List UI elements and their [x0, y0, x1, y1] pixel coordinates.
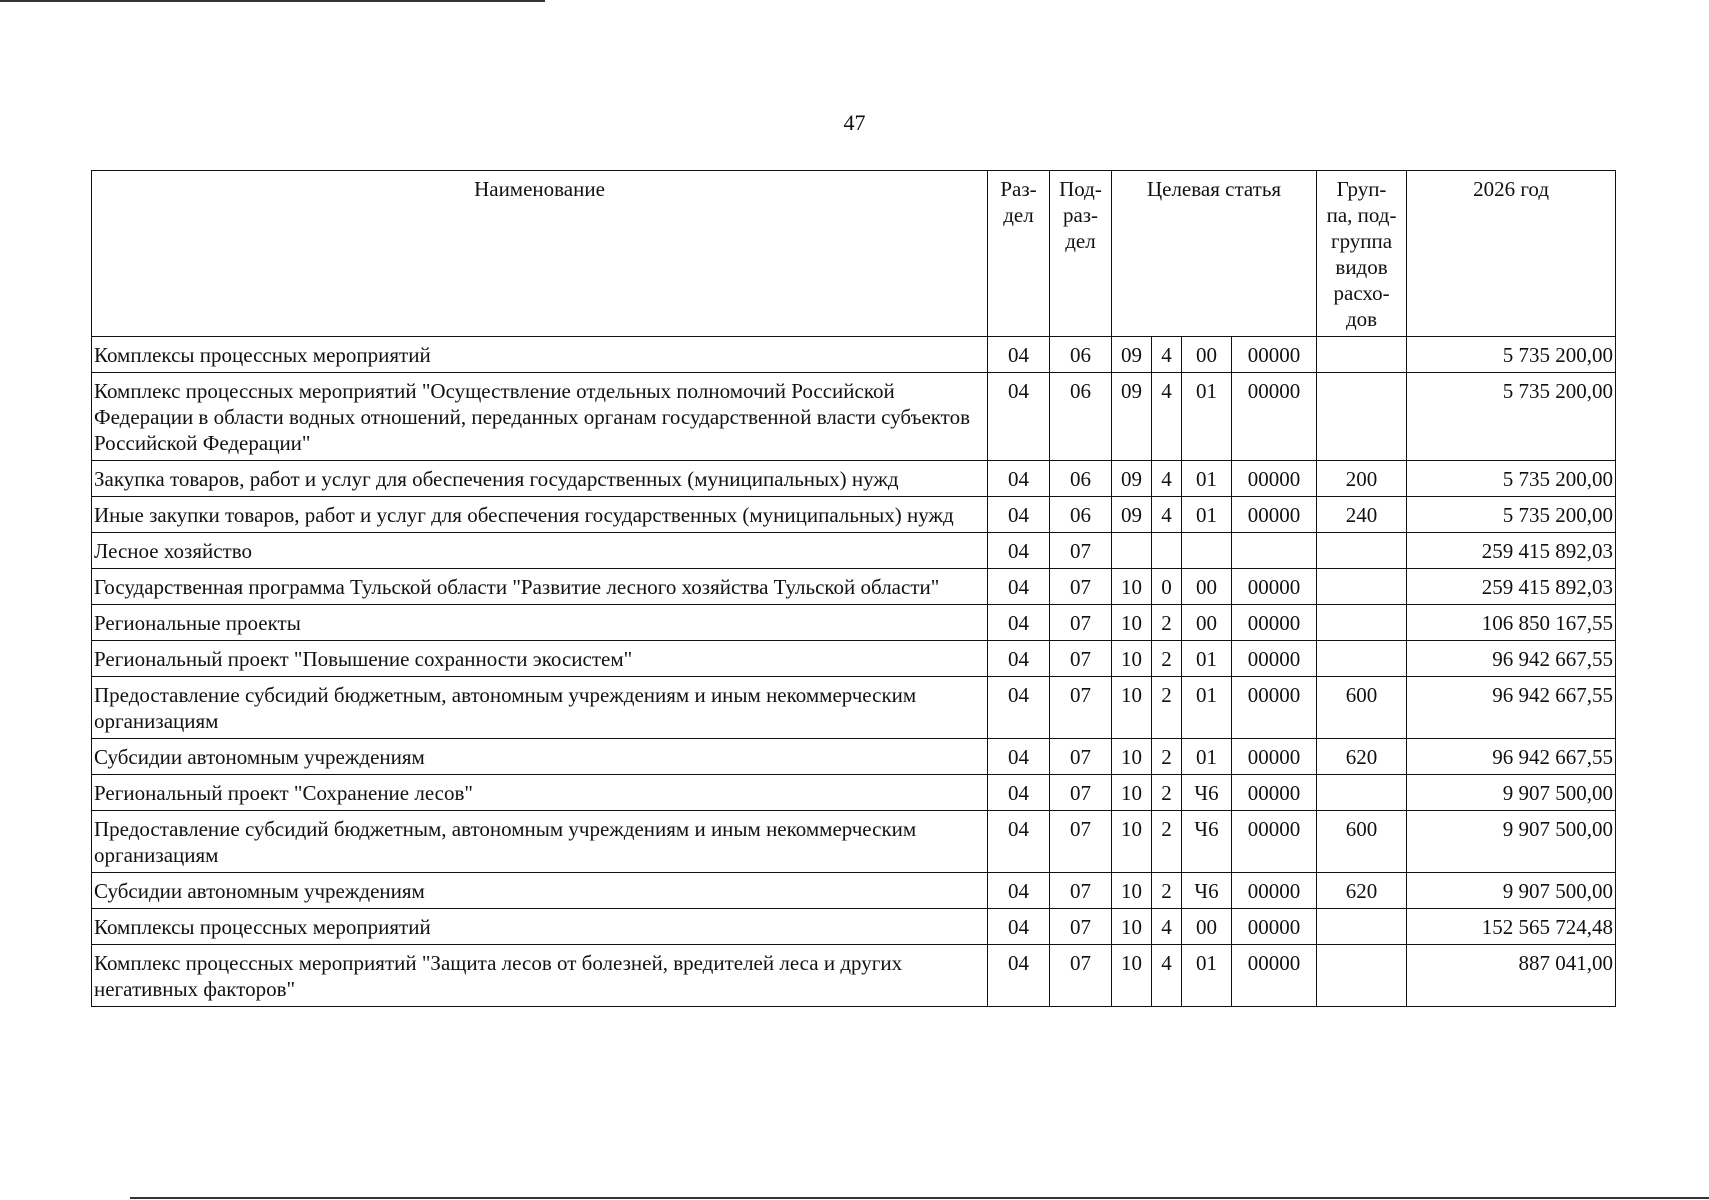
- row-target-direction: 00000: [1232, 775, 1317, 811]
- row-target-program: 09: [1112, 373, 1152, 461]
- row-amount: 96 942 667,55: [1407, 641, 1616, 677]
- row-amount: 9 907 500,00: [1407, 775, 1616, 811]
- row-expense-group: 600: [1317, 677, 1407, 739]
- row-subsection: 06: [1050, 373, 1112, 461]
- table-row: [92, 497, 1616, 533]
- row-target-direction: 00000: [1232, 569, 1317, 605]
- row-section: 04: [988, 373, 1050, 461]
- row-expense-group: [1317, 373, 1407, 461]
- row-target-program: 10: [1112, 739, 1152, 775]
- row-target-direction: 00000: [1232, 605, 1317, 641]
- row-target-event: Ч6: [1182, 775, 1232, 811]
- row-expense-group: [1317, 605, 1407, 641]
- row-section: 04: [988, 909, 1050, 945]
- table-row: [92, 337, 1616, 373]
- row-subsection: 07: [1050, 533, 1112, 569]
- row-target-event: 01: [1182, 677, 1232, 739]
- row-target-event: 01: [1182, 739, 1232, 775]
- row-expense-group: [1317, 569, 1407, 605]
- row-target-direction: 00000: [1232, 811, 1317, 873]
- row-target-event: 01: [1182, 461, 1232, 497]
- row-subsection: 07: [1050, 605, 1112, 641]
- table-row: [92, 775, 1616, 811]
- row-target-type: 4: [1152, 497, 1182, 533]
- row-target-event: Ч6: [1182, 811, 1232, 873]
- table-row: [92, 739, 1616, 775]
- row-target-direction: 00000: [1232, 677, 1317, 739]
- row-amount: 887 041,00: [1407, 945, 1616, 1007]
- row-amount: 5 735 200,00: [1407, 461, 1616, 497]
- row-target-program: 09: [1112, 337, 1152, 373]
- row-amount: 259 415 892,03: [1407, 533, 1616, 569]
- row-expense-group: 600: [1317, 811, 1407, 873]
- row-target-direction: 00000: [1232, 945, 1317, 1007]
- row-target-event: Ч6: [1182, 873, 1232, 909]
- row-expense-group: [1317, 775, 1407, 811]
- row-subsection: 07: [1050, 811, 1112, 873]
- row-name: Предоставление субсидий бюджетным, автономным учреждениям и иным некоммерческим организациям: [92, 677, 988, 739]
- row-subsection: 07: [1050, 569, 1112, 605]
- header-name: Наименование: [92, 171, 988, 337]
- row-subsection: 07: [1050, 945, 1112, 1007]
- table-row: [92, 569, 1616, 605]
- row-target-event: 00: [1182, 605, 1232, 641]
- row-section: 04: [988, 811, 1050, 873]
- row-subsection: 06: [1050, 497, 1112, 533]
- row-subsection: 07: [1050, 775, 1112, 811]
- row-target-event: 01: [1182, 945, 1232, 1007]
- row-amount: 106 850 167,55: [1407, 605, 1616, 641]
- header-section: Раз- дел: [988, 171, 1050, 337]
- row-target-type: 4: [1152, 945, 1182, 1007]
- row-section: 04: [988, 641, 1050, 677]
- header-year: 2026 год: [1407, 171, 1616, 337]
- table-row: [92, 945, 1616, 1007]
- top-rule: [0, 0, 545, 2]
- row-name: Лесное хозяйство: [92, 533, 988, 569]
- row-target-direction: 00000: [1232, 337, 1317, 373]
- table-row: [92, 909, 1616, 945]
- row-section: 04: [988, 497, 1050, 533]
- row-name: Закупка товаров, работ и услуг для обеспечения государственных (муниципальных) нужд: [92, 461, 988, 497]
- row-name: Государственная программа Тульской области "Развитие лесного хозяйства Тульской области": [92, 569, 988, 605]
- row-amount: 9 907 500,00: [1407, 873, 1616, 909]
- row-target-program: 10: [1112, 641, 1152, 677]
- row-target-direction: 00000: [1232, 909, 1317, 945]
- table-row: [92, 811, 1616, 873]
- row-target-type: 2: [1152, 775, 1182, 811]
- row-amount: 5 735 200,00: [1407, 497, 1616, 533]
- row-target-type: 2: [1152, 739, 1182, 775]
- row-section: 04: [988, 873, 1050, 909]
- row-target-program: 10: [1112, 775, 1152, 811]
- row-subsection: 07: [1050, 739, 1112, 775]
- row-target-event: 00: [1182, 909, 1232, 945]
- row-target-program: 10: [1112, 569, 1152, 605]
- row-name: Региональный проект "Повышение сохранности экосистем": [92, 641, 988, 677]
- row-expense-group: [1317, 533, 1407, 569]
- row-name: Субсидии автономным учреждениям: [92, 873, 988, 909]
- row-target-direction: 00000: [1232, 739, 1317, 775]
- table-row: [92, 873, 1616, 909]
- row-section: 04: [988, 945, 1050, 1007]
- row-expense-group: [1317, 945, 1407, 1007]
- row-target-type: 2: [1152, 811, 1182, 873]
- row-subsection: 07: [1050, 909, 1112, 945]
- row-name: Комплексы процессных мероприятий: [92, 909, 988, 945]
- row-target-type: 4: [1152, 373, 1182, 461]
- row-expense-group: 240: [1317, 497, 1407, 533]
- table-row: [92, 533, 1616, 569]
- row-subsection: 07: [1050, 677, 1112, 739]
- header-subsection: Под- раз- дел: [1050, 171, 1112, 337]
- row-target-program: 10: [1112, 873, 1152, 909]
- row-target-type: 4: [1152, 461, 1182, 497]
- row-target-direction: 00000: [1232, 641, 1317, 677]
- row-amount: 5 735 200,00: [1407, 373, 1616, 461]
- table-row: [92, 641, 1616, 677]
- row-expense-group: 620: [1317, 739, 1407, 775]
- row-section: 04: [988, 739, 1050, 775]
- row-target-direction: 00000: [1232, 461, 1317, 497]
- row-name: Иные закупки товаров, работ и услуг для обеспечения государственных (муниципальных) нужд: [92, 497, 988, 533]
- table-row: [92, 461, 1616, 497]
- row-amount: 9 907 500,00: [1407, 811, 1616, 873]
- row-section: 04: [988, 677, 1050, 739]
- row-target-program: [1112, 533, 1152, 569]
- row-name: Региональные проекты: [92, 605, 988, 641]
- row-name: Региональный проект "Сохранение лесов": [92, 775, 988, 811]
- row-target-program: 10: [1112, 677, 1152, 739]
- row-expense-group: [1317, 909, 1407, 945]
- row-target-program: 10: [1112, 811, 1152, 873]
- page-number: 47: [843, 110, 866, 135]
- bottom-rule: [130, 1197, 1709, 1199]
- row-amount: 152 565 724,48: [1407, 909, 1616, 945]
- row-target-event: 01: [1182, 497, 1232, 533]
- row-amount: 5 735 200,00: [1407, 337, 1616, 373]
- row-target-event: 00: [1182, 569, 1232, 605]
- row-target-direction: [1232, 533, 1317, 569]
- row-expense-group: 620: [1317, 873, 1407, 909]
- row-target-program: 10: [1112, 605, 1152, 641]
- row-name: Субсидии автономным учреждениям: [92, 739, 988, 775]
- row-target-type: 2: [1152, 641, 1182, 677]
- row-amount: 96 942 667,55: [1407, 677, 1616, 739]
- row-target-event: 00: [1182, 337, 1232, 373]
- table-row: [92, 373, 1616, 461]
- row-target-direction: 00000: [1232, 497, 1317, 533]
- row-amount: 96 942 667,55: [1407, 739, 1616, 775]
- row-target-type: 2: [1152, 873, 1182, 909]
- row-target-event: [1182, 533, 1232, 569]
- row-target-type: 2: [1152, 677, 1182, 739]
- row-target-type: 2: [1152, 605, 1182, 641]
- row-target-program: 10: [1112, 945, 1152, 1007]
- row-section: 04: [988, 775, 1050, 811]
- row-section: 04: [988, 569, 1050, 605]
- row-target-program: 09: [1112, 497, 1152, 533]
- header-target-article: Целевая статья: [1112, 171, 1317, 337]
- table-row: [92, 677, 1616, 739]
- row-target-direction: 00000: [1232, 373, 1317, 461]
- row-target-event: 01: [1182, 641, 1232, 677]
- row-subsection: 06: [1050, 337, 1112, 373]
- row-expense-group: 200: [1317, 461, 1407, 497]
- row-section: 04: [988, 533, 1050, 569]
- row-target-type: 4: [1152, 909, 1182, 945]
- row-name: Комплекс процессных мероприятий "Защита лесов от болезней, вредителей леса и других негативных факторов": [92, 945, 988, 1007]
- table-header-row: [92, 171, 1616, 337]
- row-subsection: 07: [1050, 873, 1112, 909]
- row-target-type: 0: [1152, 569, 1182, 605]
- row-amount: 259 415 892,03: [1407, 569, 1616, 605]
- row-name: Комплексы процессных мероприятий: [92, 337, 988, 373]
- header-expense-group: Груп- па, под- группа видов расхо- дов: [1317, 171, 1407, 337]
- row-name: Предоставление субсидий бюджетным, автономным учреждениям и иным некоммерческим организациям: [92, 811, 988, 873]
- row-target-type: [1152, 533, 1182, 569]
- row-target-event: 01: [1182, 373, 1232, 461]
- row-section: 04: [988, 461, 1050, 497]
- budget-table: [91, 170, 1616, 1007]
- row-target-type: 4: [1152, 337, 1182, 373]
- row-target-program: 10: [1112, 909, 1152, 945]
- row-section: 04: [988, 605, 1050, 641]
- table-row: [92, 605, 1616, 641]
- row-name: Комплекс процессных мероприятий "Осуществление отдельных полномочий Российской Федерации в области водных отношений, переданных органам государственной власти субъектов Российской Федерации": [92, 373, 988, 461]
- row-section: 04: [988, 337, 1050, 373]
- row-subsection: 06: [1050, 461, 1112, 497]
- row-target-direction: 00000: [1232, 873, 1317, 909]
- row-subsection: 07: [1050, 641, 1112, 677]
- row-target-program: 09: [1112, 461, 1152, 497]
- row-expense-group: [1317, 337, 1407, 373]
- row-expense-group: [1317, 641, 1407, 677]
